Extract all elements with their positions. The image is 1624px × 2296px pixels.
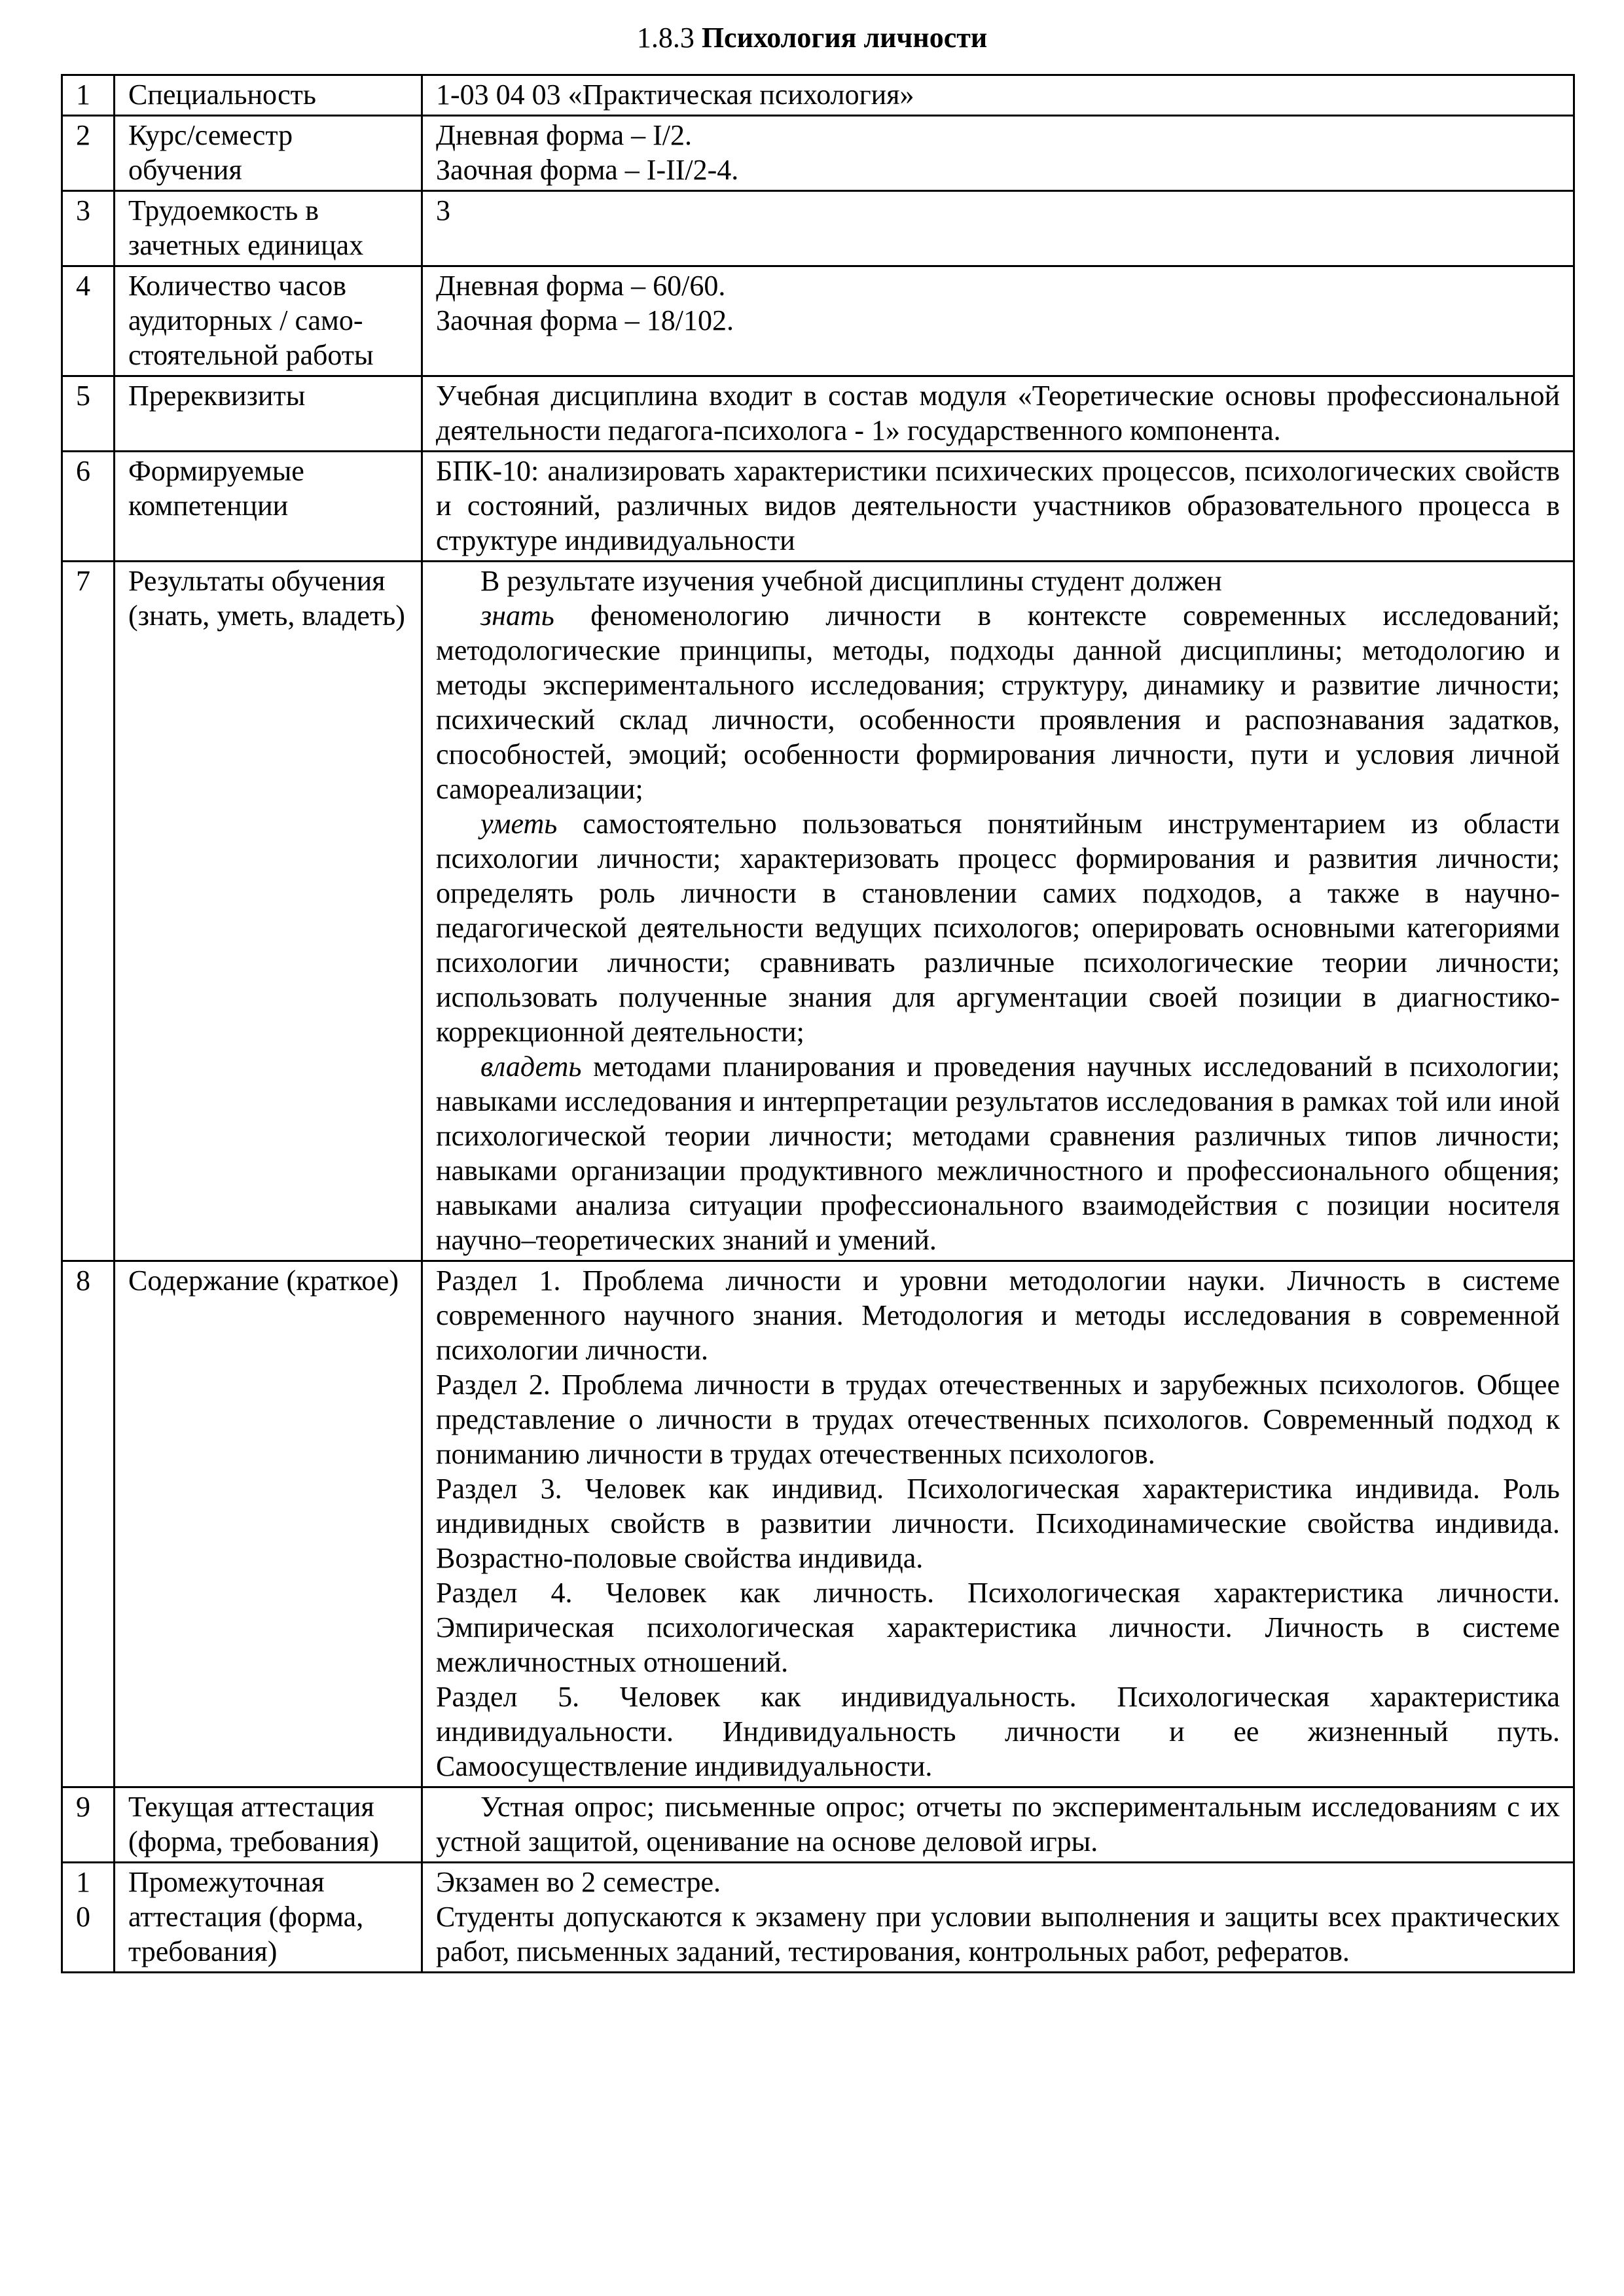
table-row-4 bbox=[62, 266, 1574, 376]
specialty-text: 1-03 04 03 «Практическая психология» bbox=[436, 79, 914, 111]
row-number: 3 bbox=[62, 191, 115, 266]
outcome-text: методами планирования и проведения научных исследований в психологии; навыками исследования и интерпретации результатов исследования в рамках той или иной психологической теории личности; методами сравнения различных типов личности; навыками организации продуктивного межличностного и профессионального общения; навыками анализа ситуации профессионального взаимодействия с позиции носителя научно–теоретических знаний и умений. bbox=[436, 1050, 1560, 1256]
row-number: 4 bbox=[62, 266, 115, 376]
row-number: 8 bbox=[62, 1261, 115, 1787]
row-label: Формируемые компетенции bbox=[115, 452, 422, 562]
current-assessment-text: Устная опрос; письменные опрос; отчеты по экспериментальным исследованиям с их устной защитой, оценивание на основе деловой игры. bbox=[436, 1791, 1560, 1857]
row-content bbox=[422, 191, 1574, 266]
content-section-4: Раздел 4. Человек как личность. Психологическая характеристика личности. Эмпирическая психологическая характеристика личности. Личность в системе межличностных отношений. bbox=[436, 1577, 1560, 1678]
outcome-term: уметь bbox=[480, 808, 558, 840]
content-section-3: Раздел 3. Человек как индивид. Психологическая характеристика индивида. Роль индивидных свойств в развитии личности. Психодинамические свойства индивида. Возрастно-половые свойства индивида. bbox=[436, 1473, 1560, 1574]
table-row-2 bbox=[62, 116, 1574, 191]
content-section-2: Раздел 2. Проблема личности в трудах отечественных и зарубежных психологов. Общее представление о личности в трудах отечественных психологов. Современный подход к пониманию личности в трудах отечественных психологов. bbox=[436, 1369, 1560, 1470]
exam-text: Экзамен во 2 семестре. bbox=[436, 1866, 721, 1898]
section-number: 1.8.3 bbox=[636, 22, 695, 54]
content-section-1: Раздел 1. Проблема личности и уровни методологии науки. Личность в системе современного научного знания. Методология и методы исследования в современной психологии личности. bbox=[436, 1265, 1560, 1366]
outcome-master bbox=[436, 1049, 1560, 1257]
outcome-text: феноменологию личности в контексте современных исследований; методологические принципы, методы, подходы данной дисциплины; методологию и методы экспериментального исследования; структуру, динамику и развитие личности; психический склад личности, особенности проявления и распознавания задатков, способностей, эмоций; особенности формирования личности, пути и условия личной самореализации; bbox=[436, 600, 1561, 805]
part-time-course: Заочная форма – I-II/2-4. bbox=[436, 154, 739, 186]
row-label: Специальность bbox=[115, 75, 422, 116]
row-content bbox=[422, 1787, 1574, 1863]
table-row-8 bbox=[62, 1261, 1574, 1787]
credit-units: 3 bbox=[436, 194, 450, 226]
full-time-hours: Дневная форма – 60/60. bbox=[436, 270, 726, 302]
row-number: 2 bbox=[62, 116, 115, 191]
outcome-know bbox=[436, 598, 1560, 806]
outcomes-intro: В результате изучения учебной дисциплины студент должен bbox=[480, 565, 1222, 597]
row-number: 7 bbox=[62, 562, 115, 1261]
row-label: Текущая аттестация (форма, требования) bbox=[115, 1787, 422, 1863]
row-content bbox=[422, 116, 1574, 191]
row-content bbox=[422, 75, 1574, 116]
row-label: Трудоемкость в зачетных единицах bbox=[115, 191, 422, 266]
table-row-10 bbox=[62, 1863, 1574, 1973]
row-label: Пререквизиты bbox=[115, 376, 422, 452]
row-number: 10 bbox=[62, 1863, 115, 1973]
section-title: Психология личности bbox=[701, 22, 988, 54]
row-number: 5 bbox=[62, 376, 115, 452]
part-time-hours: Заочная форма – 18/102. bbox=[436, 304, 734, 336]
table-row-7 bbox=[62, 562, 1574, 1261]
table-row-5 bbox=[62, 376, 1574, 452]
row-content bbox=[422, 562, 1574, 1261]
row-content bbox=[422, 1261, 1574, 1787]
table-row-3 bbox=[62, 191, 1574, 266]
row-content bbox=[422, 1863, 1574, 1973]
exam-requirements-text: Студенты допускаются к экзамену при условии выполнения и защиты всех практических работ, письменных заданий, тестирования, контрольных работ, рефератов. bbox=[436, 1901, 1560, 1967]
row-label: Количество часов аудиторных / само-стоятельной работы bbox=[115, 266, 422, 376]
table-row-1 bbox=[62, 75, 1574, 116]
row-label: Результаты обучения (знать, уметь, владеть) bbox=[115, 562, 422, 1261]
content-section-5: Раздел 5. Человек как индивидуальность. Психологическая характеристика индивидуальности. Индивидуальность личности и ее жизненный путь. Самоосуществление индивидуальности. bbox=[436, 1681, 1560, 1782]
competences-text: БПК-10: анализировать характеристики психических процессов, психологических свойств и состояний, различных видов деятельности участников образовательного процесса в структуре индивидуальности bbox=[436, 455, 1560, 556]
page-title bbox=[0, 18, 1624, 58]
outcome-term: знать bbox=[480, 600, 554, 632]
row-number: 9 bbox=[62, 1787, 115, 1863]
table-row-9 bbox=[62, 1787, 1574, 1863]
row-content bbox=[422, 452, 1574, 562]
row-number: 6 bbox=[62, 452, 115, 562]
outcome-term: владеть bbox=[480, 1050, 582, 1083]
outcome-skill bbox=[436, 806, 1560, 1049]
outcome-text: самостоятельно пользоваться понятийным инструментарием из области психологии личности; характеризовать процесс формирования и развития личности; определять роль личности в становлении самих подходов, а также в научно-педагогической деятельности ведущих психологов; оперировать основными категориями психологии личности; сравнивать различные психологические теории личности; использовать полученные знания для аргументации своей позиции в диагностико-коррекционной деятельности; bbox=[436, 808, 1560, 1048]
prerequisites-text: Учебная дисциплина входит в состав модуля «Теоретические основы профессиональной деятельности педагога-психолога - 1» государственного компонента. bbox=[436, 380, 1560, 446]
full-time-course: Дневная форма – I/2. bbox=[436, 119, 692, 151]
row-content bbox=[422, 376, 1574, 452]
table-row-6 bbox=[62, 452, 1574, 562]
row-number: 1 bbox=[62, 75, 115, 116]
row-label: Промежуточная аттестация (форма, требования) bbox=[115, 1863, 422, 1973]
row-label: Содержание (краткое) bbox=[115, 1261, 422, 1787]
row-label: Курс/семестр обучения bbox=[115, 116, 422, 191]
discipline-table bbox=[61, 74, 1575, 1973]
row-content bbox=[422, 266, 1574, 376]
